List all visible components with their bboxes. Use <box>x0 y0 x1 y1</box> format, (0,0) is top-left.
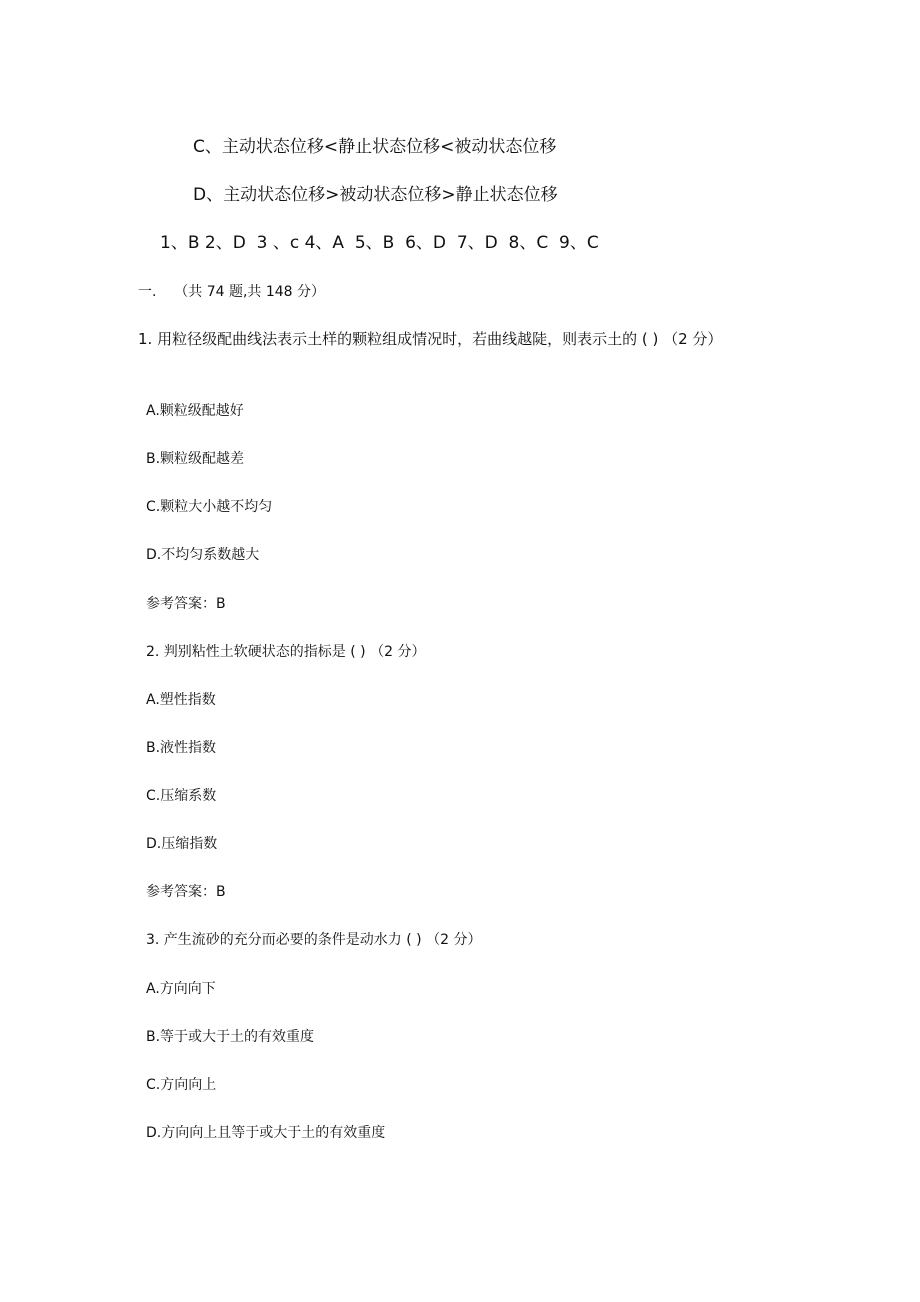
question-1-option-b: B.颗粒级配越差 <box>146 451 245 467</box>
answer-key: 1、B 2、D 3 、c 4、A 5、B 6、D 7、D 8、C 9、C <box>160 233 599 253</box>
section-header: 一. （共 74 题,共 148 分） <box>138 284 326 300</box>
question-2-option-c: C.压缩系数 <box>146 788 217 804</box>
question-3-option-b: B.等于或大于土的有效重度 <box>146 1029 315 1045</box>
question-2-option-a: A.塑性指数 <box>146 692 216 708</box>
question-3-option-a: A.方向向下 <box>146 981 216 997</box>
question-1-answer: 参考答案：B <box>146 596 226 612</box>
question-2-option-b: B.液性指数 <box>146 740 217 756</box>
question-1-option-d: D.不均匀系数越大 <box>146 547 260 563</box>
option-d-previous: D、主动状态位移>被动状态位移>静止状态位移 <box>193 185 558 205</box>
question-2-stem: 2. 判别粘性土软硬状态的指标是 ( ) （2 分） <box>146 644 426 660</box>
question-3-option-d: D.方向向上且等于或大于土的有效重度 <box>146 1125 386 1141</box>
question-2-answer: 参考答案：B <box>146 884 226 900</box>
question-3-option-c: C.方向向上 <box>146 1077 217 1093</box>
question-3-stem: 3. 产生流砂的充分而必要的条件是动水力 ( ) （2 分） <box>146 932 482 948</box>
question-1-option-a: A.颗粒级配越好 <box>146 403 244 419</box>
question-1-stem: 1. 用粒径级配曲线法表示土样的颗粒组成情况时，若曲线越陡，则表示土的 ( ) （2 分） <box>138 330 723 348</box>
option-c-previous: C、主动状态位移<静止状态位移<被动状态位移 <box>193 137 557 157</box>
question-2-option-d: D.压缩指数 <box>146 836 218 852</box>
question-1-option-c: C.颗粒大小越不均匀 <box>146 499 273 515</box>
